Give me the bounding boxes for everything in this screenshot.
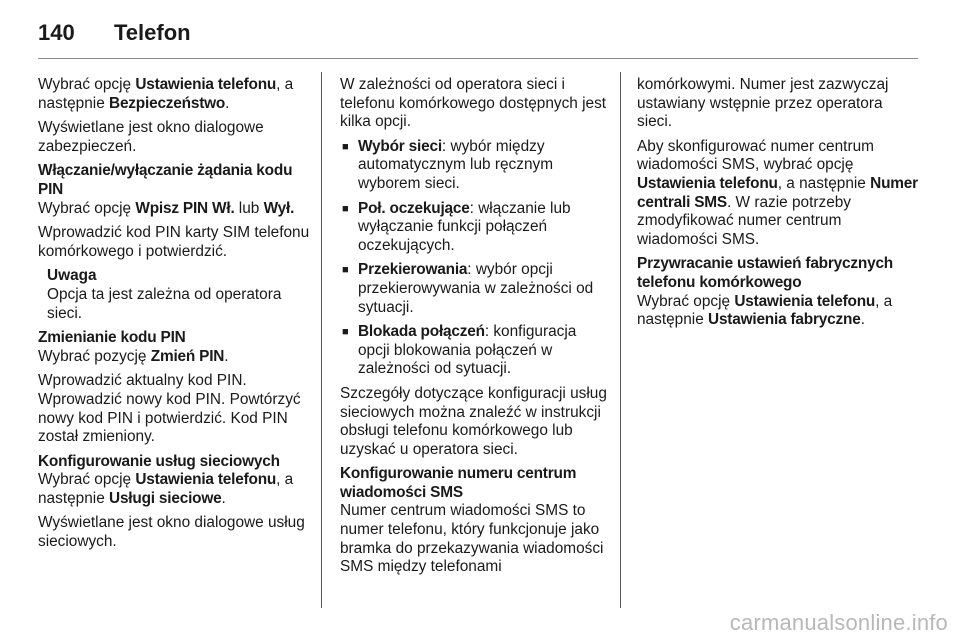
note-title: Uwaga: [47, 267, 97, 285]
paragraph: W zależności od operatora sieci i telefonu komórkowego dostępnych jest kilka opcji.: [340, 76, 607, 131]
menu-ref: Ustawienia telefonu: [637, 174, 778, 192]
bullet-icon: ■: [342, 326, 349, 339]
menu-ref: Wył.: [263, 199, 295, 217]
column-1: [38, 76, 310, 558]
note-text: Opcja ta jest zależna od operatora sieci.: [47, 285, 282, 322]
bullet-icon: ■: [342, 140, 349, 153]
section-heading: Konfigurowanie numeru centrum wiadomości SMS: [340, 465, 577, 501]
section-heading: Zmienianie kodu PIN: [38, 329, 186, 347]
paragraph: Wybrać opcję Wpisz PIN Wł. lub Wył.: [38, 199, 295, 217]
paragraph: Wyświetlane jest okno dialogowe usług sieciowych.: [38, 514, 305, 551]
column-divider: [321, 72, 322, 608]
menu-ref: Ustawienia fabryczne: [708, 311, 861, 329]
list-item: ■ Wybór sieci: wybór między automatycznym lub ręcznym wyborem sieci.: [342, 137, 554, 192]
page-header: [38, 18, 191, 48]
menu-ref: Numer centrali SMS: [637, 174, 918, 211]
menu-ref: Ustawienia telefonu: [135, 471, 277, 489]
page-title: Telefon: [114, 20, 191, 45]
paragraph: Numer centrum wiadomości SMS to numer telefonu, który funkcjonuje jako bramka do przekazywania wiadomości SMS między telefonami: [340, 502, 604, 576]
menu-ref: Wpisz PIN Wł.: [135, 199, 235, 217]
bullet-icon: ■: [342, 264, 349, 277]
menu-ref: Zmień PIN: [150, 347, 225, 365]
note-box: [38, 267, 310, 323]
list-item: ■ Blokada połączeń: konfiguracja opcji blokowania połączeń w zależności od sytuacji.: [342, 323, 577, 378]
page-number: 140: [38, 20, 75, 45]
menu-ref: Usługi sieciowe: [109, 489, 222, 507]
paragraph: Wybrać pozycję Zmień PIN.: [38, 347, 229, 365]
section-heading: Włączanie/wyłączanie żądania kodu PIN: [38, 162, 293, 198]
watermark: carmanualsonline.info: [729, 610, 948, 635]
paragraph: Wprowadzić aktualny kod PIN. Wprowadzić nowy kod PIN. Powtórzyć nowy kod PIN i potwierdzić. Kod PIN został zmieniony.: [38, 372, 301, 446]
paragraph: Wyświetlane jest okno dialogowe zabezpieczeń.: [38, 119, 264, 155]
paragraph: Wybrać opcję Ustawienia telefonu, a następnie Ustawienia fabryczne.: [637, 292, 893, 329]
column-2: [340, 76, 610, 583]
paragraph: Wybrać opcję Ustawienia telefonu, a następnie Usługi sieciowe.: [38, 471, 294, 507]
menu-ref: Ustawienia telefonu: [135, 76, 277, 93]
list-item: ■ Przekierowania: wybór opcji przekierowywania w zależności od sytuacji.: [342, 261, 594, 316]
paragraph: Wybrać opcję Ustawienia telefonu, a następnie Bezpieczeństwo.: [38, 76, 294, 112]
menu-ref: Bezpieczeństwo: [109, 94, 226, 112]
paragraph: Aby skonfigurować numer centrum wiadomości SMS, wybrać opcję Ustawienia telefonu, a następnie Numer centrali SMS. W razie potrzeby zmodyfikować numer centrum wiadomości SMS.: [637, 137, 918, 248]
bullet-icon: ■: [342, 202, 349, 215]
column-3: [637, 76, 919, 336]
header-rule: [38, 58, 918, 59]
paragraph: komórkowymi. Numer jest zazwyczaj ustawiany wstępnie przez operatora sieci.: [637, 76, 889, 131]
paragraph: Szczegóły dotyczące konfiguracji usług sieciowych można znaleźć w instrukcji obsługi telefonu komórkowego lub uzyskać u operatora sieci.: [340, 384, 607, 458]
section-heading: Konfigurowanie usług sieciowych: [38, 452, 280, 470]
menu-ref: Ustawienia telefonu: [734, 292, 876, 310]
list-item: ■ Poł. oczekujące: włączanie lub wyłączanie funkcji połączeń oczekujących.: [342, 199, 571, 254]
paragraph: Wprowadzić kod PIN karty SIM telefonu komórkowego i potwierdzić.: [38, 224, 310, 260]
section-heading: Przywracanie ustawień fabrycznych telefonu komórkowego: [637, 255, 894, 291]
column-divider: [620, 72, 621, 608]
